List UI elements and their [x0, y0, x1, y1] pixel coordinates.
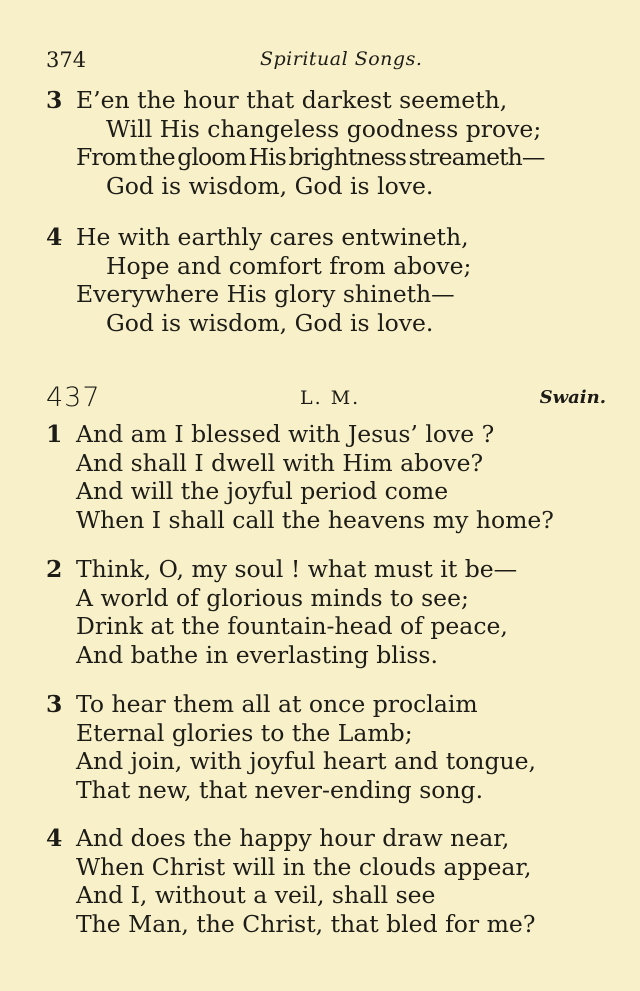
verse-line: And will the joyful period come: [76, 477, 449, 505]
verse-line: God is wisdom, God is love.: [106, 308, 434, 337]
hymn-stanza-4: [46, 824, 606, 938]
stanza-number: 3: [46, 690, 63, 718]
verse-line: When I shall call the heavens my home?: [76, 505, 554, 534]
verse-line: When Christ will in the clouds appear,: [76, 852, 532, 881]
verse-line: The Man, the Christ, that bled for me?: [76, 909, 536, 938]
stanza-number: 4: [46, 824, 63, 852]
hymn-meter: L. M.: [300, 387, 361, 409]
hymn-heading: [46, 382, 606, 414]
verse-line: Drink at the fountain-head of peace,: [76, 612, 508, 640]
verse-line: Eternal glories to the Lamb;: [76, 718, 413, 747]
hymn-number: 437: [46, 382, 101, 413]
verse-line: 3 To hear them all at once proclaim: [46, 690, 478, 718]
verse-line: Everywhere His glory shineth—: [76, 280, 455, 308]
verse-line: And bathe in everlasting bliss.: [76, 640, 438, 669]
verse-line: That new, that never-ending song.: [76, 775, 484, 804]
stanza-number: 2: [46, 555, 63, 583]
verse-line: 4 He with earthly cares entwineth,: [46, 223, 469, 251]
hymn-tune: Swain.: [539, 387, 606, 408]
hymn-stanza-1: [46, 420, 606, 534]
verse-line: And join, with joyful heart and tongue,: [76, 747, 536, 775]
verse-line: A world of glorious minds to see;: [76, 583, 469, 612]
verse-line: 1 And am I blessed with Jesus’ love ?: [46, 420, 495, 448]
verse-line: 3 E’en the hour that darkest seemeth,: [46, 86, 508, 114]
hymn-stanza-2: [46, 555, 606, 669]
hymn-stanza-3: [46, 690, 606, 804]
verse-line: 2 Think, O, my soul ! what must it be—: [46, 555, 518, 583]
page-number: 374: [46, 48, 87, 72]
verse-line: God is wisdom, God is love.: [106, 171, 434, 200]
verse-line: From the gloom His brightness streameth—: [76, 143, 545, 171]
verse-line: 4 And does the happy hour draw near,: [46, 824, 510, 852]
verse-line: Will His changeless goodness prove;: [106, 114, 542, 143]
stanza-number: 3: [46, 86, 63, 114]
stanza-number: 4: [46, 223, 63, 251]
running-title: Spiritual Songs.: [260, 48, 423, 70]
verse-line: Hope and comfort from above;: [106, 251, 472, 280]
verse-line: And I, without a veil, shall see: [76, 881, 436, 909]
page-header: [46, 48, 606, 78]
prev-hymn-stanza-3: [46, 86, 606, 200]
stanza-number: 1: [46, 420, 63, 448]
prev-hymn-stanza-4: [46, 223, 606, 337]
verse-line: And shall I dwell with Him above?: [76, 448, 484, 477]
